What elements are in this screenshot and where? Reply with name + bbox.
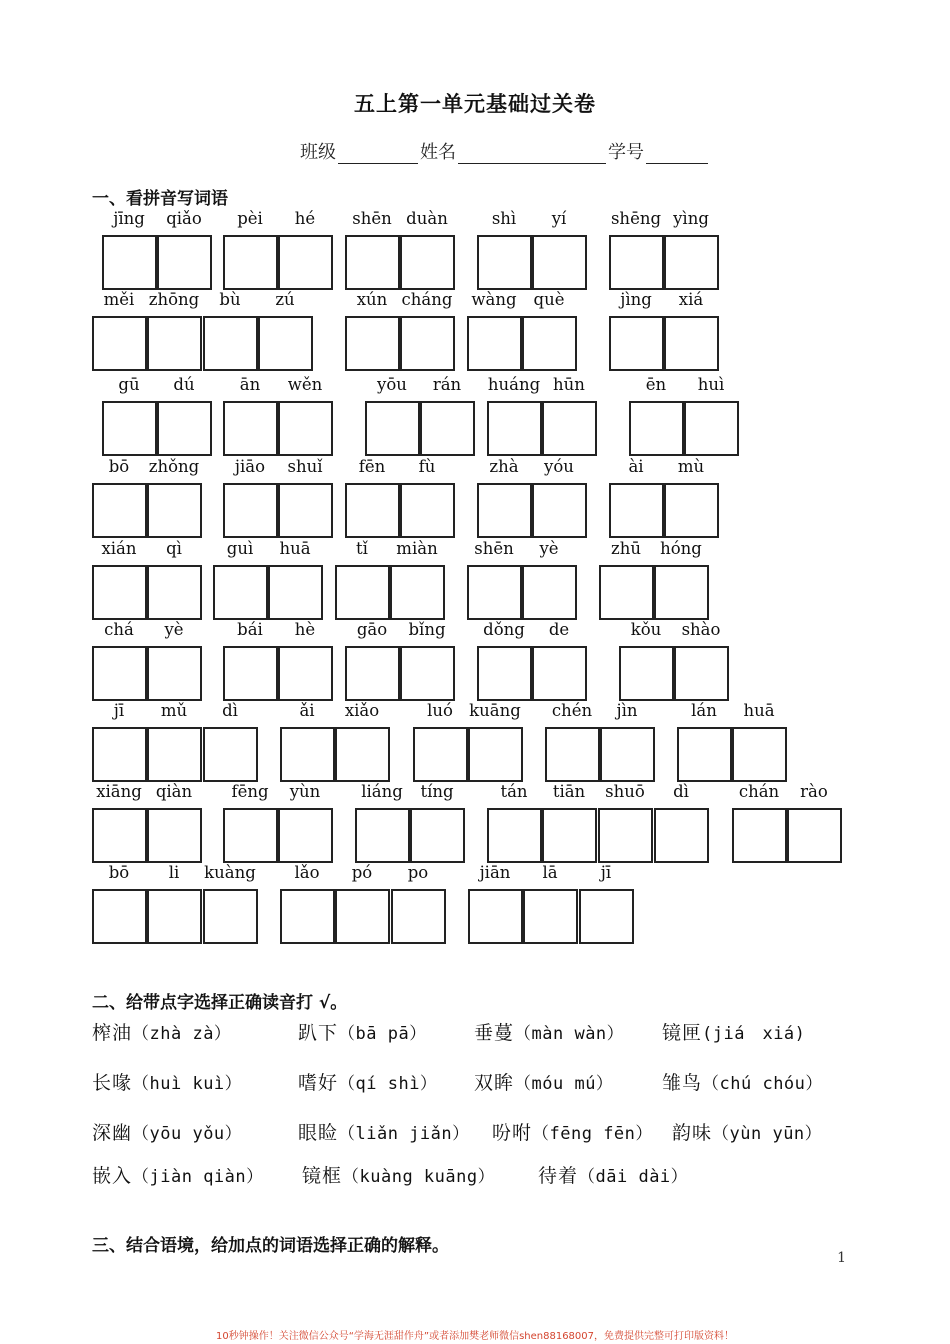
word: 垂蔓 [474, 1022, 515, 1044]
word: 眼睑 [298, 1122, 339, 1144]
class-label: 班级 [300, 142, 336, 163]
pinyin-label: dú [173, 375, 195, 394]
name-blank[interactable] [458, 145, 606, 164]
pronunciation-item [298, 1018, 427, 1045]
pinyin-label: zhà [489, 457, 519, 476]
pinyin-label: huáng [487, 375, 541, 394]
answer-box[interactable] [542, 401, 597, 456]
pinyin-label: bǐng [408, 620, 446, 639]
pinyin-label: qiàn [155, 782, 193, 801]
pronunciation-item [474, 1068, 613, 1095]
pronunciation-options[interactable]: （dāi dài） [578, 1167, 689, 1187]
word: 待着 [538, 1165, 579, 1187]
answer-box[interactable] [400, 316, 455, 371]
answer-box[interactable] [92, 565, 147, 620]
answer-box[interactable] [278, 401, 333, 456]
answer-box[interactable] [213, 565, 268, 620]
pinyin-label: rào [800, 782, 828, 801]
pinyin-label: zhū [611, 539, 641, 558]
answer-box[interactable] [654, 565, 709, 620]
answer-box[interactable] [92, 483, 147, 538]
pronunciation-options[interactable]: （huì kuì） [132, 1074, 243, 1094]
pronunciation-item [92, 1161, 264, 1188]
answer-box[interactable] [345, 646, 400, 701]
pinyin-label: gū [118, 375, 140, 394]
answer-box[interactable] [278, 808, 333, 863]
section2-heading: 二、给带点字选择正确读音打 √。 [92, 993, 348, 1013]
answer-box[interactable] [102, 235, 157, 290]
pinyin-label: yìng [673, 209, 709, 228]
pinyin-label: pó [351, 863, 373, 882]
answer-box[interactable] [203, 889, 258, 944]
pinyin-label: qì [166, 539, 182, 558]
section1-heading: 一、看拼音写词语 [92, 189, 228, 209]
pinyin-label: pèi [237, 209, 263, 228]
pinyin-label: jiān [479, 863, 511, 882]
pinyin-label: rán [432, 375, 462, 394]
answer-box[interactable] [654, 808, 709, 863]
answer-box[interactable] [102, 401, 157, 456]
answer-box[interactable] [223, 808, 278, 863]
word: 深幽 [92, 1122, 133, 1144]
pinyin-label: ān [239, 375, 261, 394]
pinyin-label: duàn [406, 209, 448, 228]
pinyin-label: shuǐ [287, 457, 323, 476]
answer-box[interactable] [532, 483, 587, 538]
pronunciation-item [92, 1118, 242, 1145]
answer-box[interactable] [391, 889, 446, 944]
answer-box[interactable] [278, 235, 333, 290]
pinyin-label: huā [279, 539, 311, 558]
pronunciation-options[interactable]: （fēng fēn） [532, 1124, 653, 1144]
pinyin-label: tán [500, 782, 528, 801]
pinyin-label: zhōng [148, 290, 200, 309]
student-info [300, 138, 710, 164]
answer-box[interactable] [609, 316, 664, 371]
answer-box[interactable] [365, 401, 420, 456]
answer-box[interactable] [157, 235, 212, 290]
pronunciation-item [672, 1118, 822, 1145]
pinyin-label: luó [427, 701, 453, 720]
pinyin-label: chá [104, 620, 134, 639]
pinyin-label: fēng [231, 782, 269, 801]
answer-box[interactable] [684, 401, 739, 456]
pinyin-label: bù [219, 290, 241, 309]
answer-box[interactable] [532, 235, 587, 290]
answer-box[interactable] [677, 727, 732, 782]
pinyin-label: shēn [474, 539, 514, 558]
answer-box[interactable] [157, 401, 212, 456]
pronunciation-item [298, 1068, 437, 1095]
answer-box[interactable] [477, 235, 532, 290]
word: 长喙 [92, 1072, 133, 1094]
answer-box[interactable] [477, 646, 532, 701]
answer-box[interactable] [787, 808, 842, 863]
pronunciation-options[interactable]: （màn wàn） [514, 1024, 625, 1044]
word: 吩咐 [492, 1122, 533, 1144]
pinyin-label: měi [103, 290, 135, 309]
answer-box[interactable] [280, 727, 335, 782]
pinyin-label: zú [275, 290, 295, 309]
answer-box[interactable] [147, 646, 202, 701]
pinyin-label: yí [551, 209, 567, 228]
pinyin-label: dǒng [483, 620, 525, 639]
pronunciation-options[interactable]: （kuàng kuāng） [342, 1167, 496, 1187]
answer-box[interactable] [609, 483, 664, 538]
pinyin-label: de [548, 620, 570, 639]
pinyin-label: huì [697, 375, 725, 394]
answer-box[interactable] [522, 316, 577, 371]
answer-box[interactable] [92, 889, 147, 944]
answer-box[interactable] [147, 483, 202, 538]
pronunciation-item [92, 1018, 231, 1045]
answer-box[interactable] [355, 808, 410, 863]
pinyin-label: fēn [358, 457, 386, 476]
word: 韵味 [672, 1122, 713, 1144]
answer-box[interactable] [147, 808, 202, 863]
pronunciation-options[interactable]: （chú chóu） [702, 1074, 823, 1094]
pinyin-label: jìng [620, 290, 652, 309]
pronunciation-options[interactable]: （bā pā） [338, 1024, 427, 1044]
pinyin-label: jī [600, 863, 612, 882]
pinyin-label: xiǎo [344, 701, 380, 720]
answer-box[interactable] [545, 727, 600, 782]
answer-box[interactable] [345, 235, 400, 290]
pinyin-label: fù [418, 457, 436, 476]
pinyin-label: què [533, 290, 565, 309]
pinyin-label: shì [491, 209, 517, 228]
pronunciation-options[interactable]: （yùn yūn） [712, 1124, 823, 1144]
pinyin-label: tǐ [356, 539, 368, 558]
pinyin-label: shēn [352, 209, 392, 228]
answer-box[interactable] [542, 808, 597, 863]
answer-box[interactable] [223, 401, 278, 456]
pinyin-label: bō [108, 457, 130, 476]
pinyin-label: huā [743, 701, 775, 720]
pinyin-label: kǒu [630, 620, 662, 639]
pronunciation-item [492, 1118, 653, 1145]
pinyin-label: chén [551, 701, 593, 720]
pinyin-label: tíng [420, 782, 454, 801]
pinyin-label: chán [738, 782, 780, 801]
answer-box[interactable] [278, 483, 333, 538]
pinyin-label: shào [681, 620, 721, 639]
answer-box[interactable] [223, 483, 278, 538]
pinyin-label: zhǒng [148, 457, 200, 476]
answer-box[interactable] [92, 808, 147, 863]
pinyin-label: kuàng [204, 863, 256, 882]
answer-box[interactable] [345, 316, 400, 371]
pinyin-label: xún [356, 290, 388, 309]
pinyin-label: xián [101, 539, 137, 558]
pinyin-label: lā [542, 863, 558, 882]
word: 趴下 [298, 1022, 339, 1044]
page-number: 1 [837, 1250, 846, 1266]
pinyin-label: bō [108, 863, 130, 882]
answer-box[interactable] [92, 727, 147, 782]
word: 镜匣 [662, 1022, 703, 1044]
pinyin-label: guì [226, 539, 254, 558]
pronunciation-item [662, 1018, 805, 1045]
pronunciation-item [302, 1161, 495, 1188]
answer-box[interactable] [467, 316, 522, 371]
pinyin-label: yè [164, 620, 184, 639]
answer-box[interactable] [92, 646, 147, 701]
section3-heading: 三、结合语境，给加点的词语选择正确的解释。 [92, 1236, 449, 1256]
answer-box[interactable] [390, 565, 445, 620]
pronunciation-item [92, 1068, 242, 1095]
answer-box[interactable] [579, 889, 634, 944]
pinyin-label: wàng [471, 290, 517, 309]
answer-box[interactable] [664, 483, 719, 538]
pinyin-label: yùn [289, 782, 321, 801]
word: 嵌入 [92, 1165, 133, 1187]
answer-box[interactable] [413, 727, 468, 782]
word: 镜框 [302, 1165, 343, 1187]
answer-box[interactable] [664, 316, 719, 371]
pronunciation-item [298, 1118, 470, 1145]
answer-box[interactable] [532, 646, 587, 701]
answer-box[interactable] [598, 808, 653, 863]
word: 榨油 [92, 1022, 133, 1044]
word: 嗜好 [298, 1072, 339, 1094]
answer-box[interactable] [629, 401, 684, 456]
pinyin-label: jìn [616, 701, 638, 720]
pinyin-label: dì [222, 701, 238, 720]
pinyin-label: cháng [401, 290, 453, 309]
pinyin-label: hóng [660, 539, 702, 558]
pinyin-label: hūn [553, 375, 585, 394]
answer-box[interactable] [487, 808, 542, 863]
pinyin-label: gāo [356, 620, 388, 639]
answer-box[interactable] [477, 483, 532, 538]
pinyin-label: hè [294, 620, 316, 639]
footer-note: 10秒钟操作！关注微信公众号“学海无涯甜作舟”或者添加樊老师微信shen88168007，免费提供完整可打印版资料！ [215, 1331, 735, 1342]
answer-box[interactable] [268, 565, 323, 620]
class-blank[interactable] [338, 145, 418, 164]
answer-box[interactable] [467, 565, 522, 620]
pinyin-label: li [168, 863, 180, 882]
word: 雏鸟 [662, 1072, 703, 1094]
pronunciation-options[interactable]: （liǎn jiǎn） [338, 1124, 470, 1144]
pinyin-label: kuāng [469, 701, 521, 720]
pinyin-label: tiān [552, 782, 586, 801]
pinyin-label: ài [628, 457, 644, 476]
pinyin-label: jī [113, 701, 125, 720]
word: 双眸 [474, 1072, 515, 1094]
pronunciation-options[interactable]: （yōu yǒu） [132, 1124, 243, 1144]
pinyin-label: wěn [287, 375, 323, 394]
answer-box[interactable] [147, 727, 202, 782]
answer-box[interactable] [400, 235, 455, 290]
answer-box[interactable] [664, 235, 719, 290]
pinyin-label: po [407, 863, 429, 882]
answer-box[interactable] [410, 808, 465, 863]
answer-box[interactable] [345, 483, 400, 538]
answer-box[interactable] [420, 401, 475, 456]
answer-box[interactable] [278, 646, 333, 701]
answer-box[interactable] [147, 889, 202, 944]
answer-box[interactable] [335, 727, 390, 782]
answer-box[interactable] [468, 889, 523, 944]
answer-box[interactable] [400, 646, 455, 701]
pinyin-label: jiāo [234, 457, 266, 476]
pronunciation-item [662, 1068, 823, 1095]
pinyin-label: qiǎo [166, 209, 202, 228]
answer-box[interactable] [600, 727, 655, 782]
pinyin-label: yōu [377, 375, 407, 394]
page-title: 五上第一单元基础过关卷 [354, 92, 596, 116]
pinyin-label: mù [677, 457, 705, 476]
pinyin-label: yè [539, 539, 559, 558]
answer-box[interactable] [203, 727, 258, 782]
pinyin-label: bái [237, 620, 263, 639]
answer-box[interactable] [147, 316, 202, 371]
name-label: 姓名 [420, 142, 456, 163]
answer-box[interactable] [522, 565, 577, 620]
answer-box[interactable] [732, 808, 787, 863]
pinyin-label: lán [691, 701, 717, 720]
pronunciation-options[interactable]: （móu mú） [514, 1074, 614, 1094]
pinyin-label: shuō [605, 782, 645, 801]
answer-box[interactable] [619, 646, 674, 701]
pinyin-label: hé [294, 209, 316, 228]
pronunciation-item [538, 1161, 688, 1188]
answer-box[interactable] [335, 565, 390, 620]
answer-box[interactable] [258, 316, 313, 371]
pronunciation-options[interactable]: （jiàn qiàn） [132, 1167, 264, 1187]
answer-box[interactable] [609, 235, 664, 290]
answer-box[interactable] [223, 235, 278, 290]
answer-box[interactable] [92, 316, 147, 371]
answer-box[interactable] [335, 889, 390, 944]
pronunciation-options[interactable]: （zhà zà） [132, 1024, 232, 1044]
number-label: 学号 [608, 142, 644, 163]
answer-box[interactable] [732, 727, 787, 782]
answer-box[interactable] [468, 727, 523, 782]
pinyin-label: shēng [610, 209, 662, 228]
answer-box[interactable] [280, 889, 335, 944]
pinyin-label: ēn [645, 375, 667, 394]
answer-box[interactable] [523, 889, 578, 944]
answer-box[interactable] [203, 316, 258, 371]
answer-box[interactable] [147, 565, 202, 620]
pinyin-label: lǎo [294, 863, 320, 882]
answer-box[interactable] [223, 646, 278, 701]
pinyin-label: dì [673, 782, 689, 801]
pinyin-label: xiāng [96, 782, 142, 801]
pinyin-label: liáng [361, 782, 403, 801]
pinyin-label: xiá [678, 290, 704, 309]
pronunciation-options[interactable]: (jiá xiá) [702, 1024, 806, 1044]
answer-box[interactable] [487, 401, 542, 456]
number-blank[interactable] [646, 145, 708, 164]
pinyin-label: mǔ [160, 701, 188, 720]
pronunciation-options[interactable]: （qí shì） [338, 1074, 438, 1094]
pinyin-label: jīng [113, 209, 145, 228]
answer-box[interactable] [599, 565, 654, 620]
pronunciation-item [474, 1018, 624, 1045]
pinyin-label: yóu [544, 457, 574, 476]
answer-box[interactable] [674, 646, 729, 701]
answer-box[interactable] [400, 483, 455, 538]
pinyin-label: ǎi [299, 701, 315, 720]
pinyin-label: miàn [396, 539, 438, 558]
